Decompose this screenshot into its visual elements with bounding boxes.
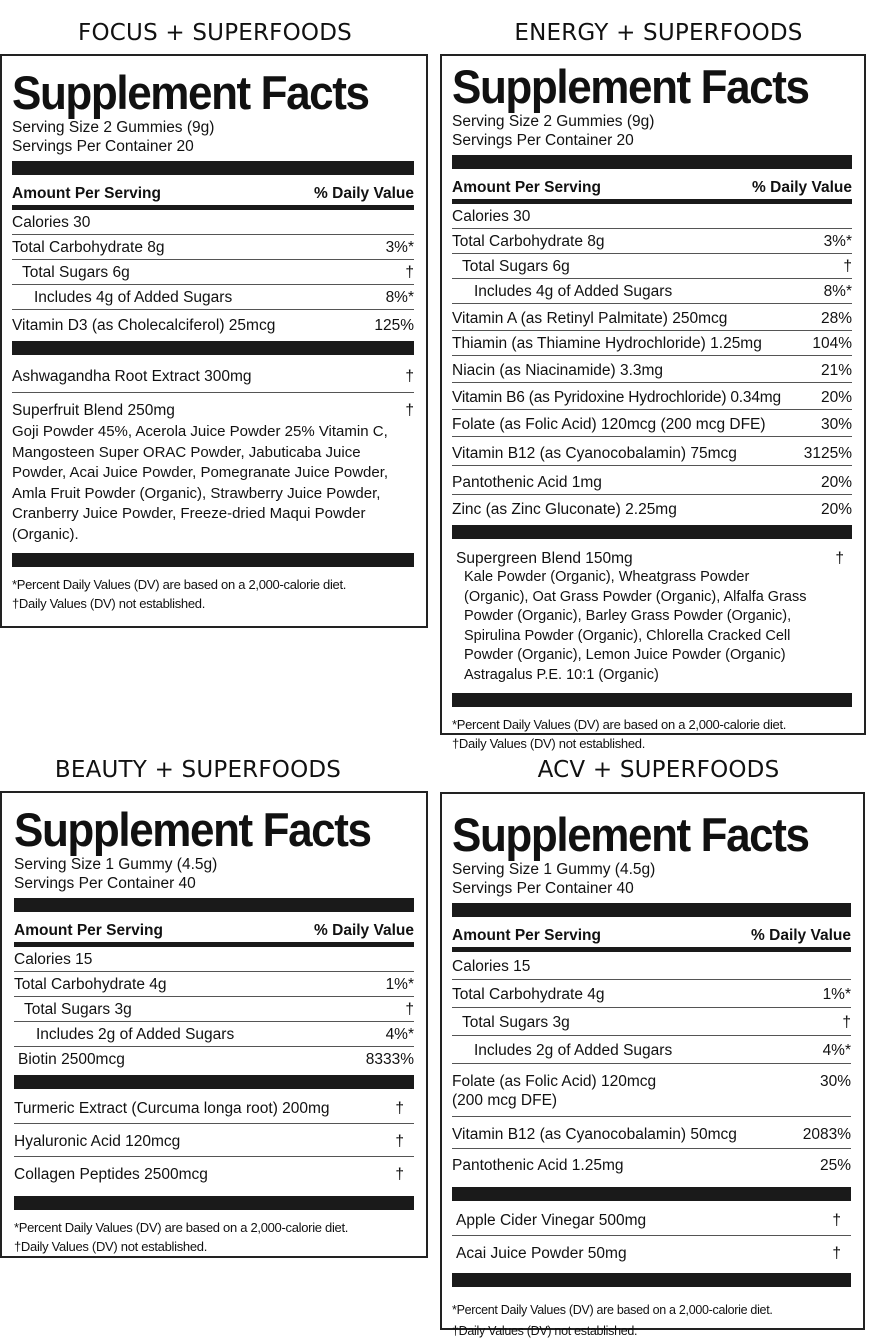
ingredient-name: Acai Juice Powder 50mg [456,1245,627,1262]
footnote-dagger: †Daily Values (DV) not established. [12,596,206,611]
nutrient-dv: † [405,1001,414,1018]
footnote-dagger: †Daily Values (DV) not established. [452,1324,638,1338]
nutrient-name: Total Carbohydrate 4g [452,986,605,1003]
nutrient-name: Total Carbohydrate 8g [12,239,165,256]
nutrient-name: Biotin 2500mcg [18,1051,125,1068]
ingredient-dv: † [832,1245,841,1262]
divider-thick [12,161,414,175]
calories-row [452,952,851,980]
supplement-facts-panel-beauty [0,791,428,1258]
panel-title: Supplement Facts [452,808,809,862]
nutrient-name: Total Sugars 3g [24,1001,132,1018]
nutrient-name: Includes 4g of Added Sugars [34,289,233,306]
nutrient-dv: 4%* [385,1026,414,1043]
nutrient-name: Niacin (as Niacinamide) 3.3mg [452,362,664,379]
divider-thick [12,341,414,355]
blend-ingredients: Goji Powder 45%, Acerola Juice Powder 25% Vitamin C, Mangosteen Super ORAC Powder, Jabuticaba Juice Powder, Acai Juice Powder, Pomegranate Juice Powder, Amla Fruit Powder (Organic), Strawberry Juice Powder, Cranberry Juice Powder, Freeze-dried Maqui Powder (Organic). [12,423,389,543]
nutrient-dv: 8%* [385,289,414,306]
panel-title: Supplement Facts [452,60,809,114]
nutrient-name: Vitamin B12 (as Cyanocobalamin) 50mcg [452,1126,737,1143]
nutrient-dv: 20% [820,389,852,406]
nutrient-row [452,1149,851,1183]
daily-value-label: % Daily Value [752,179,852,196]
footnote-dv: *Percent Daily Values (DV) are based on a 2,000-calorie diet. [14,1220,349,1235]
blend-dv: † [405,402,414,419]
ingredient-name: Ashwagandha Root Extract 300mg [12,368,252,385]
nutrient-name-line2: (200 mcg DFE) [452,1092,558,1109]
nutrient-name: Vitamin B12 (as Cyanocobalamin) 75mcg [452,445,737,462]
serving-size: Serving Size 2 Gummies (9g) [12,119,215,136]
ingredient-dv: † [405,368,414,385]
nutrient-name: Thiamin (as Thiamine Hydrochloride) 1.25mg [452,335,762,352]
amount-per-serving-label: Amount Per Serving [12,185,161,202]
footnote-dv: *Percent Daily Values (DV) are based on a 2,000-calorie diet. [452,717,787,732]
nutrient-dv: 20% [820,501,852,518]
nutrient-row [452,495,852,521]
divider-thick [452,903,851,917]
nutrient-row [452,1064,851,1117]
nutrient-row [452,383,852,410]
nutrient-dv: 104% [812,335,852,352]
divider-thick [14,1196,414,1210]
nutrient-row [14,1047,414,1071]
blend-ingredients: Kale Powder (Organic), Wheatgrass Powder (Organic), Oat Grass Powder (Organic), Alfalfa Grass Powder (Organic), Barley Grass Powder (Organic), Spirulina Powder (Organic), Chlorella Cracked Cell Powder (Organic), Lemon Juice Powder (Organic) Astragalus P.E. 10:1 (Organic) [464,569,807,683]
ingredient-name: Hyaluronic Acid 120mcg [14,1133,181,1150]
calories-row [452,204,852,229]
nutrient-dv: 125% [374,317,414,334]
nutrient-dv: † [843,258,852,275]
nutrient-name: Vitamin D3 (as Cholecalciferol) 25mcg [12,317,276,334]
ingredient-name: Collagen Peptides 2500mcg [14,1166,208,1183]
ingredient-dv: † [832,1212,841,1229]
nutrient-dv: 21% [820,362,852,379]
product-title-beauty: BEAUTY + SUPERFOODS [54,757,342,783]
blend-dv: † [835,550,844,567]
nutrient-name: Zinc (as Zinc Gluconate) 2.25mg [452,501,677,518]
blend-name: Superfruit Blend 250mg [12,402,175,419]
divider-thick [452,1273,851,1287]
nutrient-dv: 30% [819,1073,851,1090]
footnote-dagger: †Daily Values (DV) not established. [14,1239,208,1254]
serving-size: Serving Size 1 Gummy (4.5g) [14,856,218,873]
nutrient-row [452,437,852,466]
divider-thick [452,1187,851,1201]
nutrient-row [452,279,852,304]
divider-thick [452,693,852,707]
daily-value-label: % Daily Value [751,927,851,944]
nutrient-name: Total Carbohydrate 4g [14,976,167,993]
blend-name: Supergreen Blend 150mg [456,550,633,567]
amount-per-serving-label: Amount Per Serving [452,179,601,196]
nutrient-row [452,304,852,331]
product-title-energy: ENERGY + SUPERFOODS [514,20,803,46]
ingredient-row [14,1124,414,1157]
nutrient-name: Total Carbohydrate 8g [452,233,605,250]
nutrient-name: Total Sugars 6g [462,258,570,275]
servings-per-container: Servings Per Container 20 [12,138,194,155]
panel-title: Supplement Facts [12,66,369,120]
calories: Calories 15 [452,958,531,975]
nutrient-name: Vitamin B6 (as Pyridoxine Hydrochloride) 0.34mg [452,389,781,406]
column-header [14,915,414,942]
calories: Calories 15 [14,951,93,968]
nutrient-row [452,229,852,254]
nutrient-name: Includes 2g of Added Sugars [474,1042,673,1059]
nutrient-dv: 30% [820,416,852,433]
nutrient-row [12,285,414,310]
nutrient-row [12,235,414,260]
divider-thick [452,525,852,539]
nutrient-row [12,310,414,339]
calories-row [14,947,414,972]
column-header [452,920,851,947]
divider-thick [12,553,414,567]
nutrient-dv: † [405,264,414,281]
footnote-dagger: †Daily Values (DV) not established. [452,736,646,751]
ingredient-row [14,1157,414,1190]
serving-size: Serving Size 2 Gummies (9g) [452,113,655,130]
blend-row [12,393,414,420]
nutrient-dv: 28% [820,310,852,327]
ingredient-dv: † [395,1100,404,1117]
calories: Calories 30 [12,214,91,231]
nutrient-row [12,260,414,285]
nutrient-name [452,1072,656,1110]
nutrient-row [14,997,414,1022]
nutrient-row [452,980,851,1008]
ingredient-row [452,1205,851,1236]
nutrient-row [452,356,852,383]
nutrient-name: Vitamin A (as Retinyl Palmitate) 250mcg [452,310,728,327]
nutrient-row [452,1036,851,1064]
nutrient-dv: 8333% [365,1051,414,1068]
nutrient-dv: 3%* [385,239,414,256]
nutrient-dv: 8%* [823,283,852,300]
nutrient-dv: † [842,1014,851,1031]
calories-row [12,210,414,235]
nutrient-row [452,1008,851,1036]
supplement-facts-panel-energy [440,54,866,751]
nutrient-name: Pantothenic Acid 1mg [452,474,602,491]
nutrient-name: Includes 2g of Added Sugars [36,1026,235,1043]
ingredient-name: Turmeric Extract (Curcuma longa root) 200mg [14,1100,330,1117]
daily-value-label: % Daily Value [314,922,414,939]
panel-title: Supplement Facts [14,803,371,857]
nutrient-name-line1: Folate (as Folic Acid) 120mcg [452,1073,657,1090]
amount-per-serving-label: Amount Per Serving [452,927,601,944]
serving-size: Serving Size 1 Gummy (4.5g) [452,861,656,878]
ingredient-row [12,361,414,393]
nutrient-name: Includes 4g of Added Sugars [474,283,673,300]
nutrient-dv: 1%* [385,976,414,993]
ingredient-row [14,1093,414,1124]
nutrient-row [452,466,852,495]
nutrient-row [14,1022,414,1047]
nutrient-dv: 25% [819,1157,851,1174]
product-title-focus: FOCUS + SUPERFOODS [78,20,352,46]
nutrient-name: Total Sugars 3g [462,1014,570,1031]
nutrient-name: Pantothenic Acid 1.25mg [452,1157,624,1174]
column-header [452,172,852,199]
footnote-dv: *Percent Daily Values (DV) are based on a 2,000-calorie diet. [12,577,347,592]
amount-per-serving-label: Amount Per Serving [14,922,163,939]
nutrient-dv: 1%* [822,986,851,1003]
column-header [12,178,414,205]
nutrient-row [452,410,852,437]
nutrient-row [452,1117,851,1149]
blend-row [452,543,852,568]
ingredient-dv: † [395,1166,404,1183]
nutrient-row [452,331,852,356]
nutrient-dv: 2083% [802,1126,851,1143]
product-title-acv: ACV + SUPERFOODS [537,757,780,783]
ingredient-row [452,1236,851,1269]
supplement-facts-panel-acv [440,792,865,1338]
ingredient-dv: † [395,1133,404,1150]
nutrient-row [14,972,414,997]
servings-per-container: Servings Per Container 40 [14,875,196,892]
ingredient-name: Apple Cider Vinegar 500mg [456,1212,647,1229]
nutrient-name: Folate (as Folic Acid) 120mcg (200 mcg DFE) [452,416,766,433]
divider-thick [14,898,414,912]
servings-per-container: Servings Per Container 20 [452,132,634,149]
divider-thick [452,155,852,169]
supplement-facts-panel-focus [0,54,428,628]
servings-per-container: Servings Per Container 40 [452,880,634,897]
nutrient-name: Total Sugars 6g [22,264,130,281]
nutrient-row [452,254,852,279]
daily-value-label: % Daily Value [314,185,414,202]
calories: Calories 30 [452,208,531,225]
nutrient-dv: 20% [820,474,852,491]
divider-thick [14,1075,414,1089]
nutrient-dv: 3%* [823,233,852,250]
nutrient-dv: 3125% [803,445,852,462]
nutrient-dv: 4%* [822,1042,851,1059]
footnote-dv: *Percent Daily Values (DV) are based on a 2,000-calorie diet. [452,1303,773,1317]
